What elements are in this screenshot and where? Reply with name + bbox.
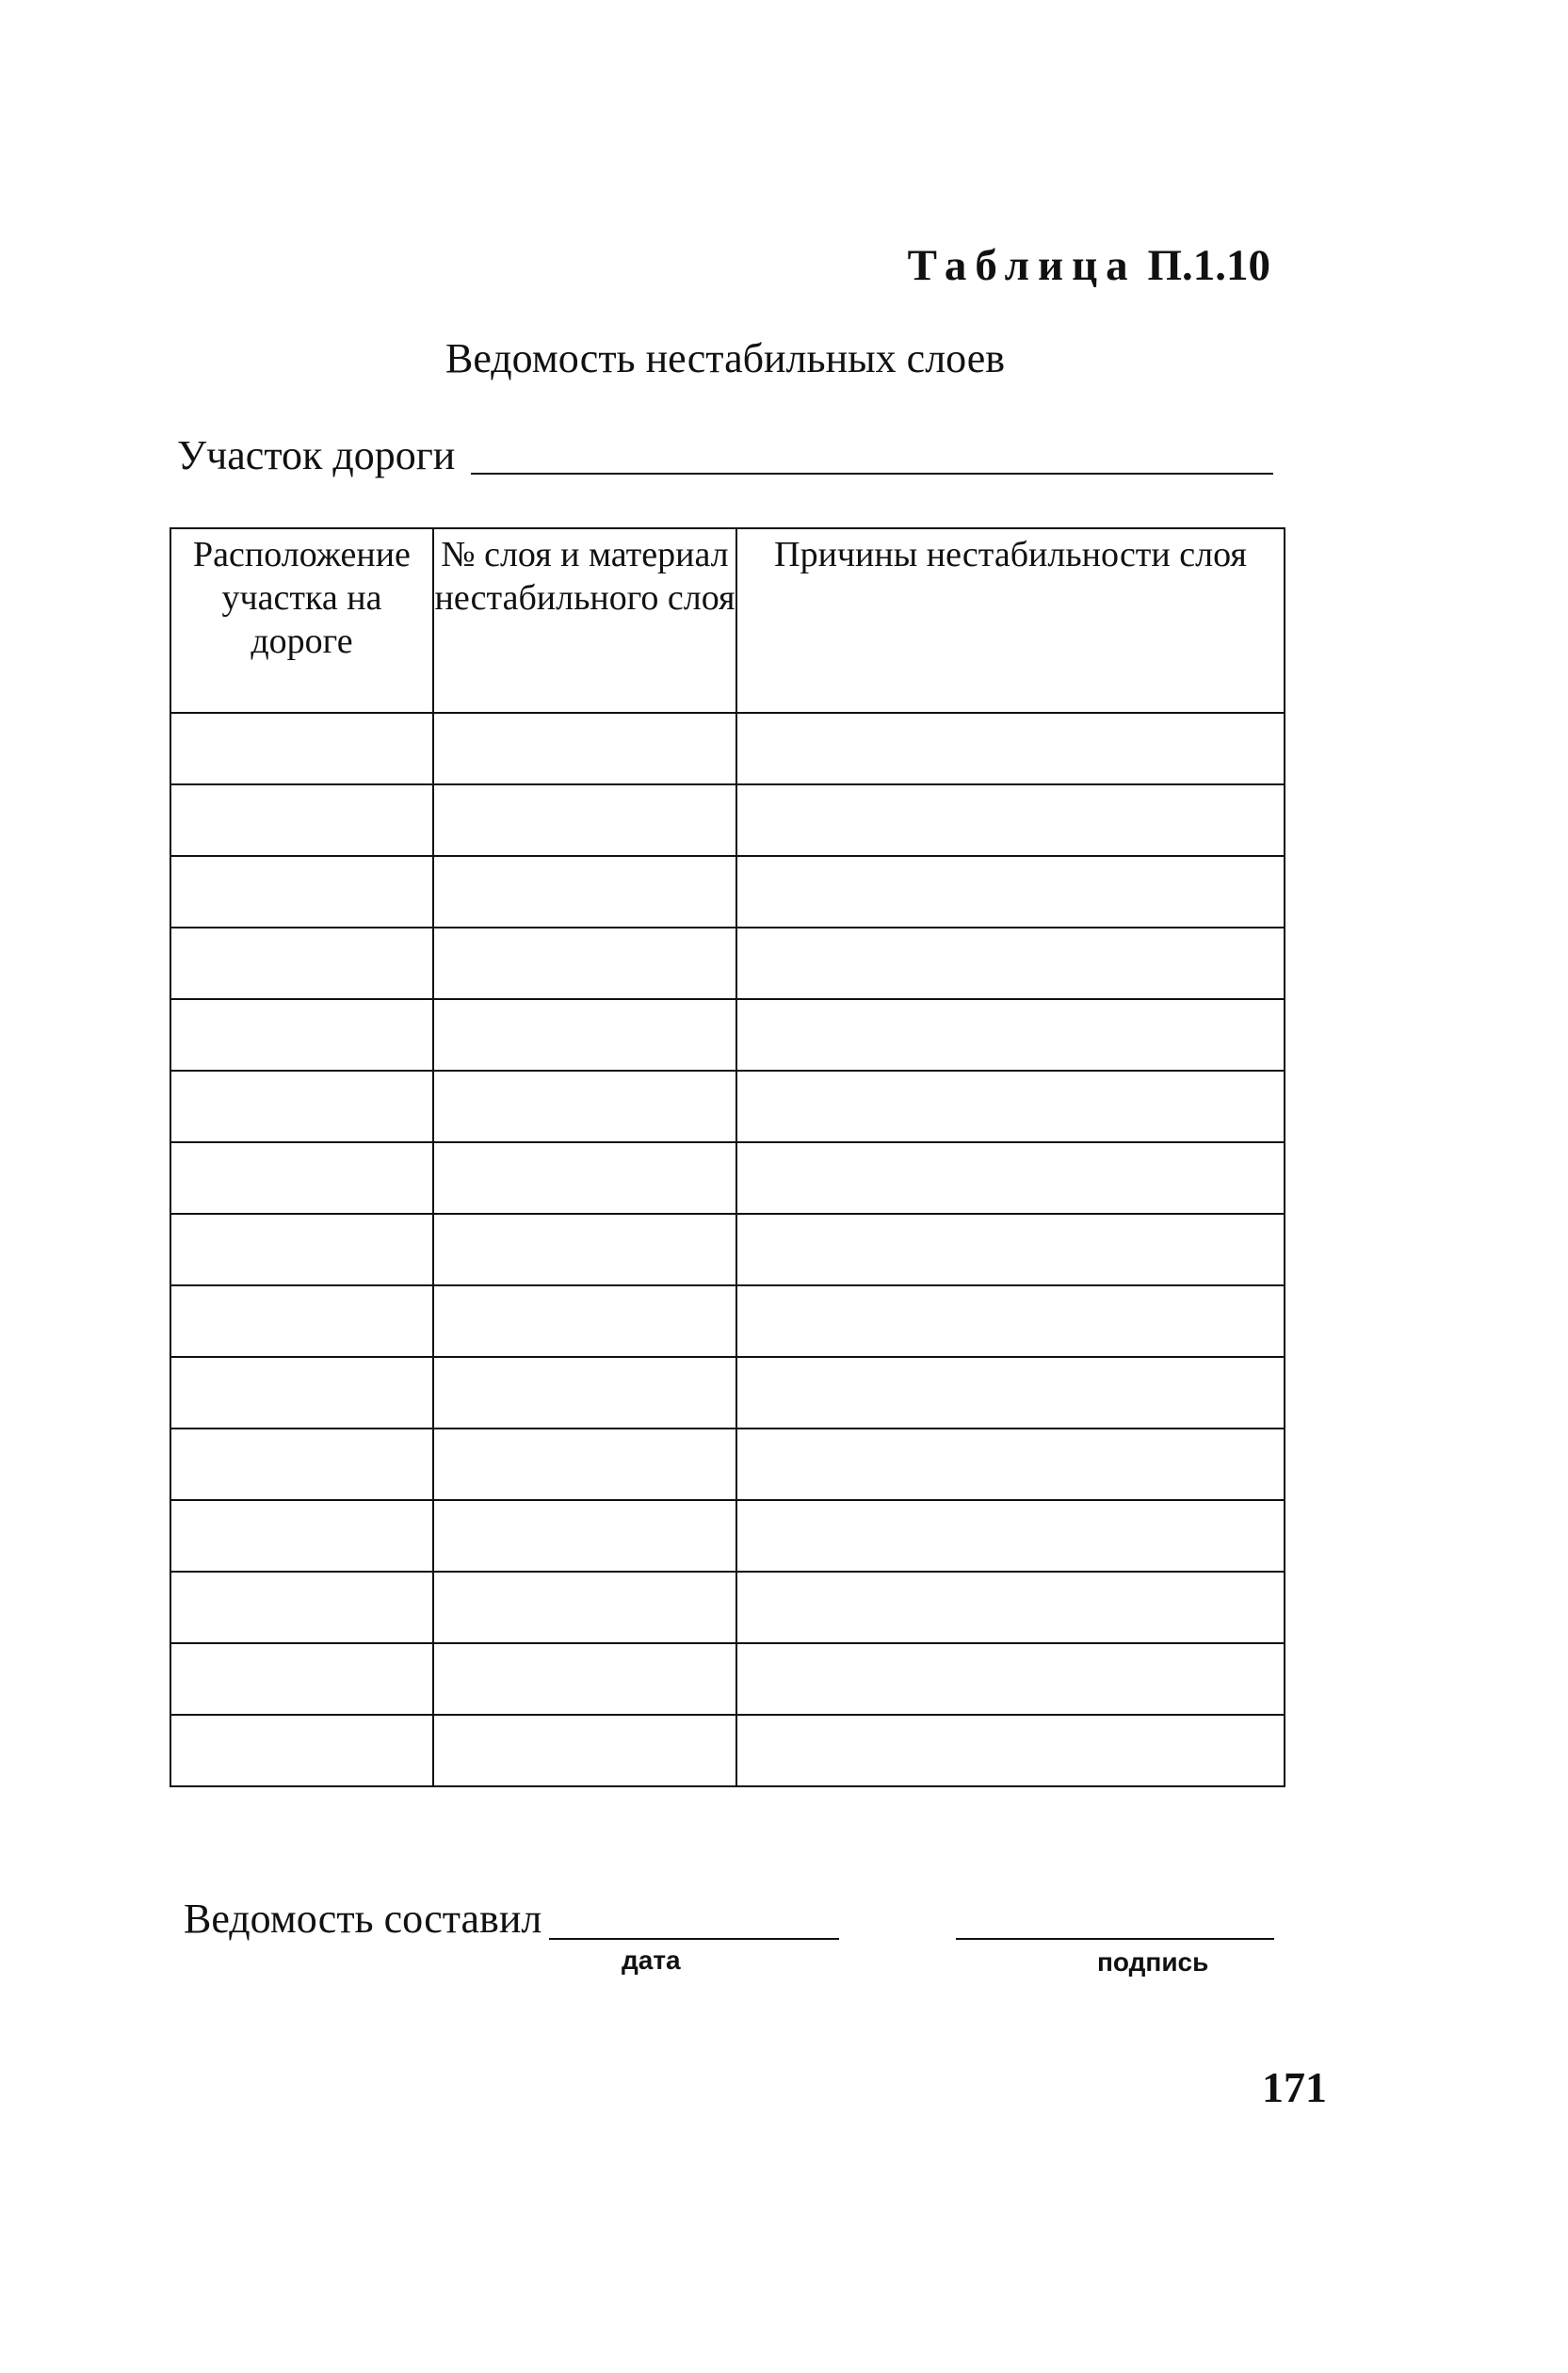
table-cell[interactable]: [170, 1500, 433, 1572]
signature-field[interactable]: [956, 1938, 1274, 1940]
table-cell[interactable]: [433, 1357, 736, 1429]
date-field[interactable]: [549, 1938, 839, 1940]
table-cell[interactable]: [433, 1715, 736, 1786]
table-cell[interactable]: [433, 1071, 736, 1142]
table-cell[interactable]: [736, 928, 1285, 999]
table-cell[interactable]: [170, 1429, 433, 1500]
table-cell[interactable]: [736, 1357, 1285, 1429]
table-cell[interactable]: [170, 1142, 433, 1214]
table-cell[interactable]: [170, 928, 433, 999]
table-cell[interactable]: [433, 1285, 736, 1357]
table-cell[interactable]: [736, 856, 1285, 928]
table-cell[interactable]: [736, 1643, 1285, 1715]
table-row: [170, 856, 1285, 928]
table-cell[interactable]: [736, 1071, 1285, 1142]
table-cell[interactable]: [736, 1500, 1285, 1572]
table-row: [170, 1715, 1285, 1786]
table-cell[interactable]: [170, 1214, 433, 1285]
table-header-row: [170, 528, 1285, 713]
table-cell[interactable]: [170, 713, 433, 784]
table-label: [908, 240, 1270, 291]
compiled-by-label: Ведомость составил: [184, 1896, 542, 1942]
column-header-location: Расположение участка на дороге: [170, 528, 433, 713]
table-cell[interactable]: [736, 1429, 1285, 1500]
table-cell[interactable]: [433, 1643, 736, 1715]
page-number: 171: [1262, 2063, 1327, 2111]
table-cell[interactable]: [170, 1357, 433, 1429]
table-row: [170, 1500, 1285, 1572]
table-row: [170, 1214, 1285, 1285]
table-row: [170, 1429, 1285, 1500]
table-row: [170, 713, 1285, 784]
table-cell[interactable]: [736, 784, 1285, 856]
table-cell[interactable]: [433, 784, 736, 856]
road-section-field[interactable]: [471, 473, 1273, 475]
table-cell[interactable]: [170, 1285, 433, 1357]
column-header-reasons: Причины нестабильности слоя: [736, 528, 1285, 713]
table-cell[interactable]: [433, 928, 736, 999]
table-cell[interactable]: [433, 1500, 736, 1572]
table-cell[interactable]: [170, 1643, 433, 1715]
table-row: [170, 928, 1285, 999]
table-cell[interactable]: [170, 856, 433, 928]
table-cell[interactable]: [433, 856, 736, 928]
document-title: Ведомость нестабильных слоев: [445, 335, 1005, 381]
table-cell[interactable]: [170, 1572, 433, 1643]
road-section-label: Участок дороги: [177, 432, 456, 478]
table-cell[interactable]: [736, 1572, 1285, 1643]
table-cell[interactable]: [170, 1071, 433, 1142]
table-row: [170, 784, 1285, 856]
table-cell[interactable]: [433, 1429, 736, 1500]
table-cell[interactable]: [736, 999, 1285, 1071]
table-body: [170, 713, 1285, 1786]
table-row: [170, 999, 1285, 1071]
signature-caption: подпись: [1097, 1947, 1209, 1977]
table-cell[interactable]: [736, 1142, 1285, 1214]
table-row: [170, 1357, 1285, 1429]
date-caption: дата: [622, 1945, 681, 1975]
table-number: П.1.10: [1147, 241, 1270, 290]
table-cell[interactable]: [433, 1142, 736, 1214]
table-label-word: Таблица: [907, 241, 1137, 290]
table-cell[interactable]: [433, 1214, 736, 1285]
table-cell[interactable]: [433, 713, 736, 784]
column-header-layer-material: № слоя и материал нестабильного слоя: [433, 528, 736, 713]
table-cell[interactable]: [170, 784, 433, 856]
table-cell[interactable]: [736, 1214, 1285, 1285]
table-row: [170, 1572, 1285, 1643]
table-cell[interactable]: [433, 999, 736, 1071]
table-row: [170, 1071, 1285, 1142]
table-cell[interactable]: [170, 1715, 433, 1786]
table-cell[interactable]: [736, 713, 1285, 784]
table-row: [170, 1285, 1285, 1357]
unstable-layers-table: [170, 527, 1285, 1787]
table-cell[interactable]: [433, 1572, 736, 1643]
table-row: [170, 1643, 1285, 1715]
table-cell[interactable]: [736, 1715, 1285, 1786]
table-cell[interactable]: [736, 1285, 1285, 1357]
table-row: [170, 1142, 1285, 1214]
table-cell[interactable]: [170, 999, 433, 1071]
